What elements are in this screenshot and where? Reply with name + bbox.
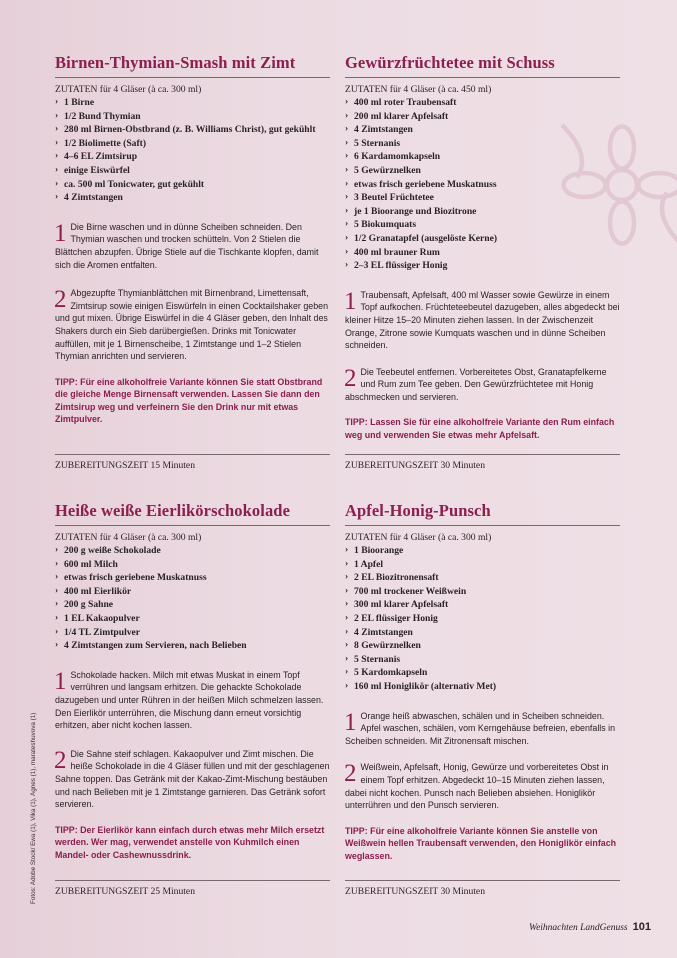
tip-text: TIPP: Für eine alkoholfreie Variante können Sie anstelle von Weißwein hellen Traubensaft verwenden, den Honiglikör einfach weglassen. — [345, 825, 617, 861]
ingredient-item: › 5 Kardomkapseln — [345, 666, 620, 680]
ingredient-item: › 5 Gewürznelken — [345, 164, 620, 178]
time-rule — [55, 454, 330, 455]
prep-time-text: ZUBEREITUNGSZEIT 15 Minuten — [55, 460, 195, 471]
step-text: Die Sahne steif schlagen. Kakaopulver und Zimt mischen. Die heiße Schokolade in die 4 Gläser füllen und mit der geschlagenen Sahne toppen. Das Getränk mit der Kakao-Zimt-Mischung bestäuben und nach Belieben mit je 1 Zimtstange garnieren. Das Getränk sofort servieren. — [55, 748, 330, 810]
step-text: Die Teebeutel entfernen. Vorbereitetes Obst, Granatapfelkerne und Rum zum Tee geben. Den Gewürzfrüchtetee mit Honig abschmecken und servieren. — [345, 366, 607, 402]
step-text: Schokolade hacken. Milch mit etwas Muskat in einem Topf verrühren und langsam erhitzen. Die gehackte Schokolade dazugeben und unter Rühren in der heißen Milch schmelzen lassen. Den Eierlikör unterrühren, die Mischung dann erneut vorsichtig erhitzen, aber nicht kochen lassen. — [55, 669, 324, 731]
ingredients-header: ZUTATEN für 4 Gläser (à ca. 450 ml) — [345, 84, 492, 95]
ingredient-item: › einige Eiswürfel — [55, 164, 330, 178]
recipe-title: Birnen-Thymian-Smash mit Zimt — [55, 53, 296, 72]
ingredient-item: › 200 ml klarer Apfelsaft — [345, 110, 620, 124]
ingredient-item: › 300 ml klarer Apfelsaft — [345, 598, 620, 612]
ingredient-item: › 1 Birne — [55, 96, 330, 110]
recipe-title: Heiße weiße Eierlikörschokolade — [55, 501, 291, 520]
ingredient-item: › 400 ml brauner Rum — [345, 246, 620, 260]
step-number: 1 — [344, 287, 357, 315]
step-number: 1 — [344, 708, 357, 736]
recipe-title: Gewürzfrüchtetee mit Schuss — [345, 53, 555, 72]
tip-text: TIPP: Lassen Sie für eine alkoholfreie Variante den Rum einfach weg und verwenden Sie etwas mehr Apfelsaft. — [345, 417, 615, 441]
time-rule — [345, 880, 620, 881]
ingredient-item: › 600 ml Milch — [55, 558, 330, 572]
ingredient-item: › 1 Bioorange — [345, 544, 620, 558]
ingredients-header: ZUTATEN für 4 Gläser (à ca. 300 ml) — [345, 532, 492, 543]
step-1 — [55, 221, 330, 271]
ingredient-item: › etwas frisch geriebene Muskatnuss — [55, 571, 330, 585]
ingredient-item: › 5 Sternanis — [345, 653, 620, 667]
step-1 — [55, 669, 330, 732]
step-number: 2 — [54, 286, 67, 314]
ingredient-item: › 2 EL Biozitronensaft — [345, 571, 620, 585]
ingredient-item: › 4–6 EL Zimtsirup — [55, 150, 330, 164]
ingredient-item: › 1 EL Kakaopulver — [55, 612, 330, 626]
ingredient-item: › 5 Sternanis — [345, 137, 620, 151]
tip-text: TIPP: Der Eierlikör kann einfach durch etwas mehr Milch ersetzt werden. Wer mag, verwendet anstelle von Kuhmilch einen Mandel- oder Cashewnussdrink. — [55, 824, 325, 860]
ingredient-item: › 2 EL flüssiger Honig — [345, 612, 620, 626]
prep-time-text: ZUBEREITUNGSZEIT 25 Minuten — [55, 886, 195, 897]
ingredient-item: › 4 Zimtstangen zum Servieren, nach Belieben — [55, 639, 330, 653]
step-number: 1 — [54, 219, 67, 247]
title-rule — [55, 77, 330, 78]
prep-time-text: ZUBEREITUNGSZEIT 30 Minuten — [345, 886, 485, 897]
prep-time — [55, 880, 330, 897]
ingredient-item: › 2–3 EL flüssiger Honig — [345, 259, 620, 273]
ingredient-list — [345, 96, 620, 273]
step-number: 2 — [344, 364, 357, 392]
prep-time-text: ZUBEREITUNGSZEIT 30 Minuten — [345, 460, 485, 471]
step-number: 2 — [344, 760, 357, 788]
ingredient-item: › 4 Zimtstangen — [55, 191, 330, 205]
ingredient-item: › 160 ml Honiglikör (alternativ Met) — [345, 680, 620, 694]
ingredient-item: › 4 Zimtstangen — [345, 123, 620, 137]
page-number: 101 — [632, 921, 651, 933]
title-rule — [345, 77, 620, 78]
recipe-card-3 — [54, 500, 330, 897]
step-2 — [55, 287, 330, 363]
title-rule — [345, 525, 620, 526]
step-text: Die Birne waschen und in dünne Scheiben schneiden. Den Thymian waschen und trocken schütteln. Von 2 Stielen die Blättchen abzupfen. Übrige Stiele auf die Tischkante klopfen, damit sich die Aromen entfalten. — [55, 221, 319, 270]
magazine-name: Weihnachten LandGenuss — [529, 923, 628, 933]
ingredient-item: › 1 Apfel — [345, 558, 620, 572]
ingredient-item: › 1/2 Biolimette (Saft) — [55, 137, 330, 151]
prep-time — [345, 880, 620, 897]
step-text: Abgezupfte Thymianblättchen mit Birnenbrand, Limettensaft, Zimtsirup sowie einigen Eiswürfeln in einen Cocktailshaker geben und gut mixen. Übrige Eiswürfel in die 4 Gläser geben, den Inhalt des Shakers durch ein Sieb darübergießen. Drinks mit Tonicwater auffüllen, mit je 1 Birnenscheibe, 1 Zimtstange und 1–2 Stielen Thymian anrichten und servieren. — [55, 288, 329, 362]
ingredient-item: › ca. 500 ml Tonicwater, gut gekühlt — [55, 178, 330, 192]
ingredient-list — [55, 544, 330, 653]
step-number: 2 — [54, 746, 67, 774]
photo-credit: Fotos: Adobe Stock/ Ewa (1), Vika (1), Agnes (1), marateshuvova (1) — [30, 712, 37, 904]
ingredient-item: › 200 g weiße Schokolade — [55, 544, 330, 558]
ingredient-item: › 6 Kardamomkapseln — [345, 150, 620, 164]
step-text: Weißwein, Apfelsaft, Honig, Gewürze und vorbereitetes Obst in einem Topf erhitzen. Abgedeckt 10–15 Minuten ziehen lassen, dabei nicht kochen. Punsch nach Belieben absiehen. Honiglikör unterrühren und den Punsch servieren. — [345, 762, 609, 811]
step-2 — [55, 748, 330, 811]
ingredient-list — [345, 544, 620, 694]
ingredients-header: ZUTATEN für 4 Gläser (à ca. 300 ml) — [55, 84, 202, 95]
ingredient-list — [55, 96, 330, 205]
step-text: Orange heiß abwaschen, schälen und in Scheiben schneiden. Apfel waschen, schälen, vom Kerngehäuse befreien, ebenfalls in Scheiben schneiden. Mit Zitronensaft mischen. — [345, 710, 616, 746]
title-rule — [55, 525, 330, 526]
step-number: 1 — [54, 667, 67, 695]
prep-time — [345, 454, 620, 471]
ingredient-item: › 400 ml Eierlikör — [55, 585, 330, 599]
ingredient-item: › 4 Zimtstangen — [345, 626, 620, 640]
ingredient-item: › je 1 Bioorange und Biozitrone — [345, 205, 620, 219]
ingredients-header: ZUTATEN für 4 Gläser (à ca. 300 ml) — [55, 532, 202, 543]
ingredient-item: › 5 Biokumquats — [345, 218, 620, 232]
time-rule — [55, 880, 330, 881]
ingredient-item: › 8 Gewürznelken — [345, 639, 620, 653]
ingredient-item: › 280 ml Birnen-Obstbrand (z. B. Williams Christ), gut gekühlt — [55, 123, 330, 137]
step-2 — [345, 761, 620, 811]
recipe-card-1 — [54, 52, 330, 471]
time-rule — [345, 454, 620, 455]
ingredient-item: › 3 Beutel Früchtetee — [345, 191, 620, 205]
prep-time — [55, 454, 330, 471]
ingredient-item: › etwas frisch geriebene Muskatnuss — [345, 178, 620, 192]
ingredient-item: › 1/2 Granatapfel (ausgelöste Kerne) — [345, 232, 620, 246]
ingredient-item: › 400 ml roter Traubensaft — [345, 96, 620, 110]
step-2 — [345, 366, 620, 404]
recipe-card-4 — [344, 500, 620, 897]
page-footer — [529, 921, 651, 933]
ingredient-item: › 200 g Sahne — [55, 598, 330, 612]
ingredient-item: › 700 ml trockener Weißwein — [345, 585, 620, 599]
step-text: Traubensaft, Apfelsaft, 400 ml Wasser sowie Gewürze in einem Topf aufkochen. Früchteteebeutel dazugeben, alles abgedeckt bei kleiner Hitze 15–20 Minuten ziehen lassen. In der Zwischenzeit Orange, Zitrone sowie Kumquats waschen und in dünne Scheiben schneiden. — [345, 289, 620, 351]
step-1 — [345, 710, 620, 748]
recipe-title: Apfel-Honig-Punsch — [345, 501, 491, 520]
ingredient-item: › 1/2 Bund Thymian — [55, 110, 330, 124]
step-1 — [345, 289, 620, 352]
tip-text: TIPP: Für eine alkoholfreie Variante können Sie statt Obstbrand die gleiche Menge Birnensaft verwenden. Lassen Sie dann den Zimtsirup weg und verfeinern Sie den Drink nur mit etwas Zimtpulver. — [55, 376, 323, 425]
recipe-card-2 — [344, 52, 620, 471]
ingredient-item: › 1/4 TL Zimtpulver — [55, 626, 330, 640]
